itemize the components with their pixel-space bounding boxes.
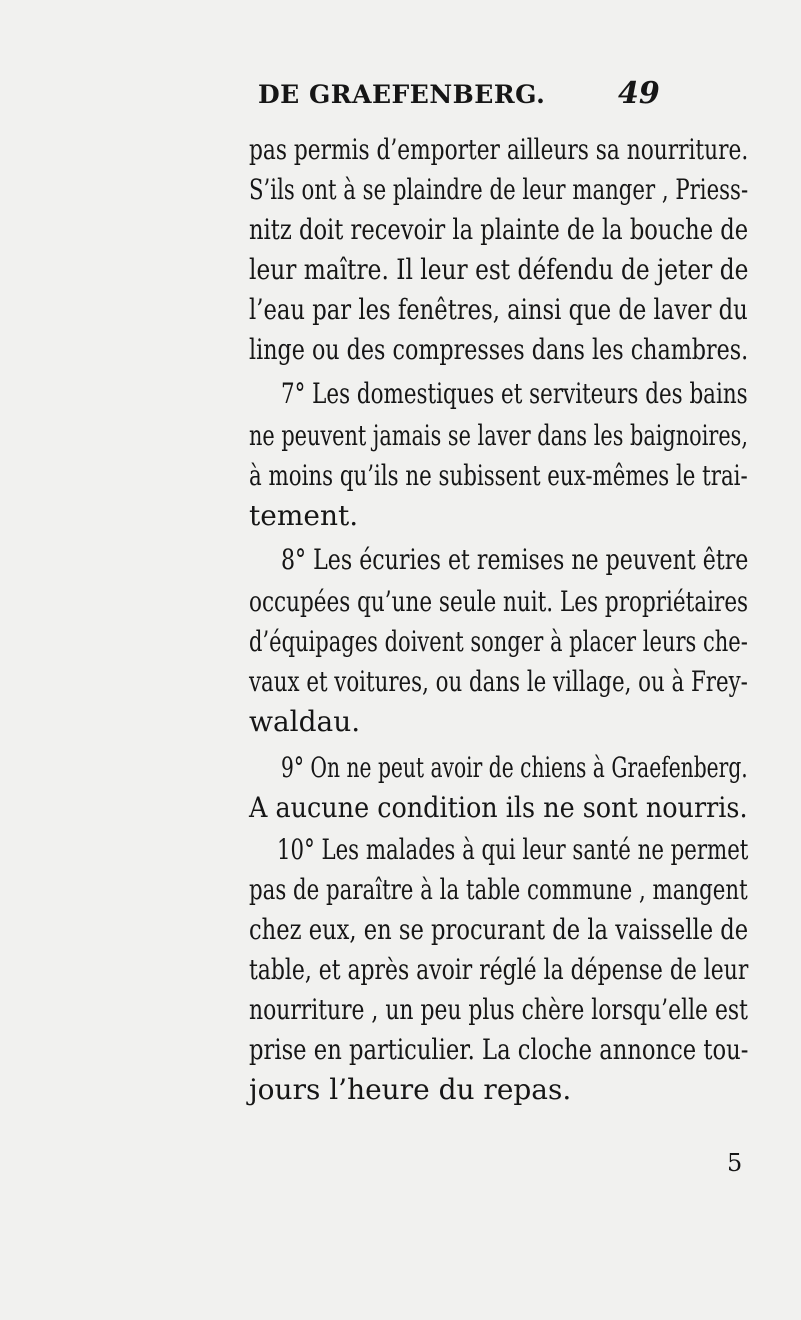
text-line: chez eux, en se procurant de la vaisselle de [249, 913, 749, 946]
text-line: 7° Les domestiques et serviteurs des bains [281, 377, 748, 410]
text-line: pas de paraître à la table commune , mangent [249, 873, 748, 906]
text-line: leur maître. Il leur est défendu de jeter de [249, 253, 749, 286]
text-line: waldau. [249, 705, 361, 738]
text-line: pas permis d’emporter ailleurs sa nourriture. [249, 133, 749, 166]
text-line: tement. [249, 499, 359, 532]
text-line: table, et après avoir réglé la dépense de leur [249, 953, 749, 986]
text-line: jours l’heure du repas. [249, 1073, 572, 1106]
text-line: 10° Les malades à qui leur santé ne permet [277, 833, 749, 866]
signature-mark: 5 [727, 1149, 743, 1177]
text-line: à moins qu’ils ne subissent eux-mêmes le trai- [249, 459, 748, 492]
running-head: DE GRAEFENBERG. [258, 80, 546, 109]
text-line: nourriture , un peu plus chère lorsqu’elle est [249, 993, 748, 1026]
text-line: 8° Les écuries et remises ne peuvent être [281, 543, 749, 576]
text-line: nitz doit recevoir la plainte de la bouche de [249, 213, 749, 246]
text-line: prise en particulier. La cloche annonce tou- [249, 1033, 749, 1066]
text-line: A aucune condition ils ne sont nourris. [249, 791, 748, 824]
text-line: l’eau par les fenêtres, ainsi que de laver du [249, 293, 748, 326]
text-line: vaux et voitures, ou dans le village, ou à Frey- [249, 665, 748, 698]
page-number: 49 [618, 76, 660, 111]
text-line: occupées qu’une seule nuit. Les propriétaires [249, 585, 749, 618]
text-line: 9° On ne peut avoir de chiens à Graefenberg. [281, 751, 748, 784]
text-line: d’équipages doivent songer à placer leurs che- [249, 625, 748, 658]
text-line: linge ou des compresses dans les chambres. [249, 333, 749, 366]
text-line: S’ils ont à se plaindre de leur manger , Priess- [249, 173, 749, 206]
text-line: ne peuvent jamais se laver dans les baignoires, [249, 419, 748, 452]
